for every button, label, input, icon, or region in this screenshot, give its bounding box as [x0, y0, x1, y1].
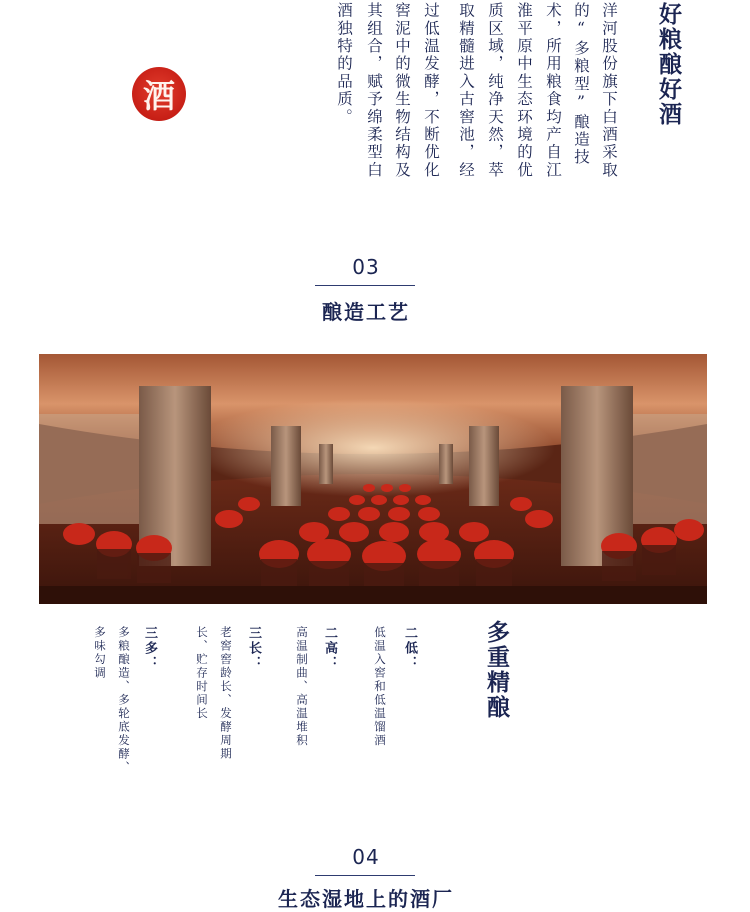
- paragraph-column: 术，所用粮食均产自江: [544, 2, 562, 179]
- section-number: 03: [352, 255, 380, 279]
- paragraph-column: 淮平原中生态环境的优: [515, 2, 533, 179]
- paragraph-column: 质区域，纯净天然，萃: [486, 2, 504, 179]
- section-title: 生态湿地上的酒厂: [278, 887, 454, 911]
- point-heading: 二高：: [322, 626, 337, 671]
- seal-character: 酒: [142, 77, 175, 115]
- section-divider: [315, 875, 415, 876]
- point-heading: 三长：: [246, 626, 261, 671]
- point-text: 低温入窖和低温馏酒: [373, 626, 387, 748]
- paragraph-column: 的“多粮型”酿造技: [572, 2, 590, 167]
- point-text: 老窖窖龄长、发酵周期: [219, 626, 233, 761]
- section-number: 04: [352, 845, 380, 869]
- section-title: 酿造工艺: [322, 300, 410, 324]
- paragraph-column: 酒独特的品质。: [335, 2, 353, 126]
- paragraph-column: 窖泥中的微生物结构及: [393, 2, 411, 179]
- point-text: 多粮酿造、多轮底发酵、: [117, 626, 131, 775]
- point-text: 高温制曲、高温堆积: [295, 626, 309, 748]
- point-heading: 二低：: [402, 626, 417, 671]
- point-text: 长、贮存时间长: [195, 626, 209, 721]
- paragraph-column: 取精髓进入古窖池，经: [457, 2, 475, 179]
- point-text: 多味勾调: [93, 626, 107, 680]
- side-title-vertical: 多重精酿: [483, 620, 509, 720]
- seal-stamp: [132, 67, 186, 121]
- cellar-photo: [39, 354, 707, 604]
- paragraph-column: 洋河股份旗下白酒采取: [600, 2, 618, 179]
- point-heading: 三多：: [142, 626, 157, 671]
- section-divider: [315, 285, 415, 286]
- paragraph-column: 过低温发酵，不断优化: [422, 2, 440, 179]
- section-title-vertical: 好粮酿好酒: [655, 2, 681, 127]
- paragraph-column: 其组合，赋予绵柔型白: [365, 2, 383, 179]
